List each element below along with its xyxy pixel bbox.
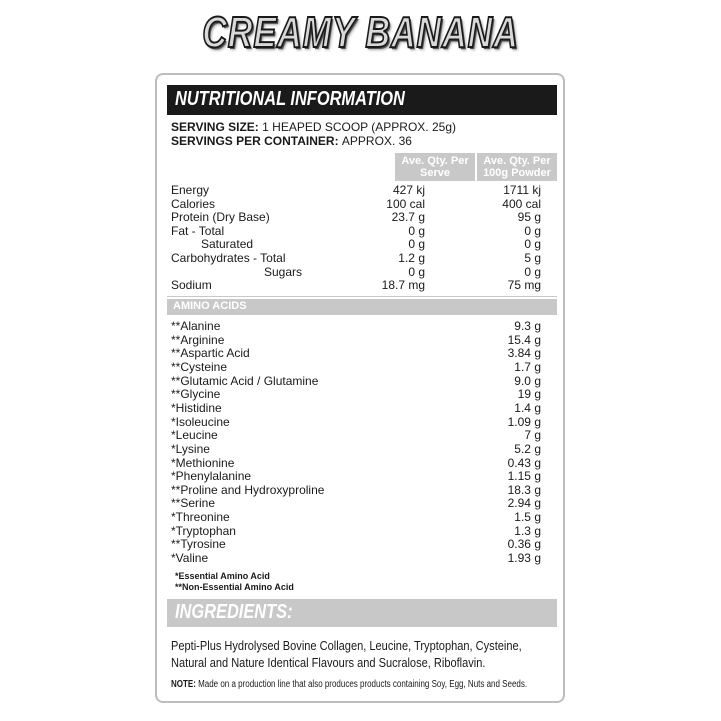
amino-acid-name: *Leucine [171, 428, 218, 443]
servings-per-container-value: APPROX. 36 [341, 134, 412, 148]
amino-acid-row [171, 524, 551, 538]
amino-acid-value: 0.43 g [507, 455, 541, 470]
nutrient-name: Protein (Dry Base) [171, 210, 270, 225]
per-serve-column-label: Ave. Qty. Per Serve [401, 155, 469, 179]
ingredients-header-label: INGREDIENTS: [175, 601, 293, 623]
per-100g-value: 0 g [524, 264, 541, 279]
footnote-text: Made on a production line that also produces products containing Soy, Egg, Nuts and Seeds. [195, 679, 528, 690]
amino-acid-value: 1.7 g [514, 359, 541, 374]
serving-size [171, 120, 456, 134]
amino-acids-header-bar [167, 299, 557, 315]
per-serve-value: 18.7 mg [381, 278, 425, 293]
amino-acid-value: 19 g [517, 387, 541, 402]
amino-acid-name: **Cysteine [171, 359, 228, 374]
nutrient-name: Sodium [171, 278, 212, 293]
amino-acid-row [171, 428, 551, 442]
amino-acid-name: *Isoleucine [171, 414, 230, 429]
amino-acid-name: *Threonine [171, 510, 230, 525]
amino-acid-value: 3.84 g [507, 346, 541, 361]
amino-acid-value: 1.4 g [514, 400, 541, 415]
per-serve-value: 0 g [408, 264, 425, 279]
per-serve-value: 427 kj [392, 183, 425, 197]
nutrition-header-bar [167, 85, 557, 115]
amino-acid-value: 9.0 g [514, 373, 541, 388]
amino-acid-value: 5.2 g [514, 441, 541, 456]
amino-acid-row [171, 510, 551, 524]
amino-acid-row [171, 469, 551, 483]
essential-note: *Essential Amino Acid [175, 571, 270, 581]
nutrient-row [171, 183, 551, 197]
nutrient-divider [167, 296, 557, 297]
amino-acid-name: *Phenylalanine [171, 469, 252, 484]
nutrition-panel [155, 73, 565, 703]
per-serve-value: 0 g [408, 223, 425, 238]
nutrient-row [171, 278, 551, 292]
amino-acid-row [171, 537, 551, 551]
amino-acid-name: **Arginine [171, 332, 225, 347]
amino-acid-row [171, 333, 551, 347]
per-100g-value: 0 g [524, 223, 541, 238]
nutrient-name: Fat - Total [171, 223, 225, 238]
amino-acid-value: 0.36 g [507, 537, 541, 552]
nutrient-row [171, 197, 551, 211]
amino-acid-row [171, 415, 551, 429]
servings-per-container-label: SERVINGS PER CONTAINER: [171, 134, 339, 148]
amino-acid-row [171, 442, 551, 456]
amino-acid-row [171, 456, 551, 470]
per-serve-value: 100 cal [386, 196, 425, 211]
nutrient-row [171, 265, 551, 279]
amino-acid-row [171, 319, 551, 333]
amino-acid-name: *Lysine [171, 441, 210, 456]
per-100g-value: 1711 kj [503, 183, 541, 197]
nutrition-header-label: NUTRITIONAL INFORMATION [175, 88, 405, 110]
ingredients-text [171, 637, 522, 671]
per-100g-value: 400 cal [502, 196, 541, 211]
nutrient-name: Energy [171, 183, 210, 197]
amino-acid-name: **Aspartic Acid [171, 346, 250, 361]
per-serve-value: 0 g [408, 237, 425, 252]
footnote-label: NOTE: [171, 679, 196, 690]
amino-acid-row [171, 374, 551, 388]
nutrient-row [171, 251, 551, 265]
per-100g-value: 75 mg [507, 278, 541, 293]
ingredients-header-bar [167, 599, 557, 627]
amino-acid-value: 1.09 g [507, 414, 541, 429]
nutrient-name: Saturated [201, 237, 254, 252]
amino-acid-value: 1.15 g [507, 469, 541, 484]
amino-acid-value: 15.4 g [507, 332, 541, 347]
amino-acid-name: **Tyrosine [171, 537, 226, 552]
serving-size-label: SERVING SIZE: [171, 120, 259, 134]
amino-acid-row [171, 387, 551, 401]
serving-size-value: 1 HEAPED SCOOP (APPROX. 25g) [262, 120, 456, 134]
product-title: CREAMY BANANA [202, 8, 519, 57]
nutrient-row [171, 210, 551, 224]
amino-acid-row [171, 551, 551, 565]
amino-acid-value: 1.93 g [507, 551, 541, 566]
amino-acid-row [171, 401, 551, 415]
amino-acid-name: **Alanine [171, 319, 221, 333]
ingredients-line-2: Natural and Nature Identical Flavours and Sucralose, Riboflavin. [171, 655, 486, 670]
amino-acid-name: *Methionine [171, 455, 235, 470]
per-100g-value: 5 g [524, 251, 541, 265]
amino-acid-name: **Proline and Hydroxyproline [171, 482, 325, 497]
amino-acid-value: 7 g [524, 428, 541, 443]
per-serve-value: 23.7 g [391, 210, 425, 225]
ingredients-line-1: Pepti-Plus Hydrolysed Bovine Collagen, Leucine, Tryptophan, Cysteine, [171, 638, 522, 653]
amino-acid-row [171, 360, 551, 374]
amino-acid-value: 9.3 g [514, 319, 541, 333]
amino-acid-name: *Tryptophan [171, 523, 236, 538]
amino-acid-row [171, 483, 551, 497]
nutrient-row [171, 224, 551, 238]
amino-acid-name: **Glycine [171, 387, 221, 402]
servings-per-container [171, 134, 412, 148]
per-100g-value: 0 g [524, 237, 541, 252]
amino-acid-value: 1.3 g [514, 523, 541, 538]
amino-acid-row [171, 346, 551, 360]
amino-acid-name: **Glutamic Acid / Glutamine [171, 373, 319, 388]
amino-acid-name: *Valine [171, 551, 209, 566]
amino-acid-value: 2.94 g [507, 496, 541, 511]
nutrient-name: Calories [171, 196, 216, 211]
amino-acid-row [171, 496, 551, 510]
per-100g-value: 95 g [517, 210, 541, 225]
nutrient-name: Sugars [264, 264, 303, 279]
nutrient-name: Carbohydrates - Total [171, 251, 286, 265]
amino-acid-name: **Serine [171, 496, 216, 511]
per-100g-column-label: Ave. Qty. Per 100g Powder [483, 155, 551, 179]
amino-acid-value: 18.3 g [507, 482, 541, 497]
allergen-footnote [171, 679, 527, 690]
amino-acid-name: *Histidine [171, 400, 222, 415]
amino-acid-value: 1.5 g [514, 510, 541, 525]
non-essential-note: **Non-Essential Amino Acid [175, 582, 294, 592]
amino-acids-header-label: AMINO ACIDS [173, 300, 247, 312]
per-serve-value: 1.2 g [398, 251, 425, 265]
nutrient-row [171, 237, 551, 251]
